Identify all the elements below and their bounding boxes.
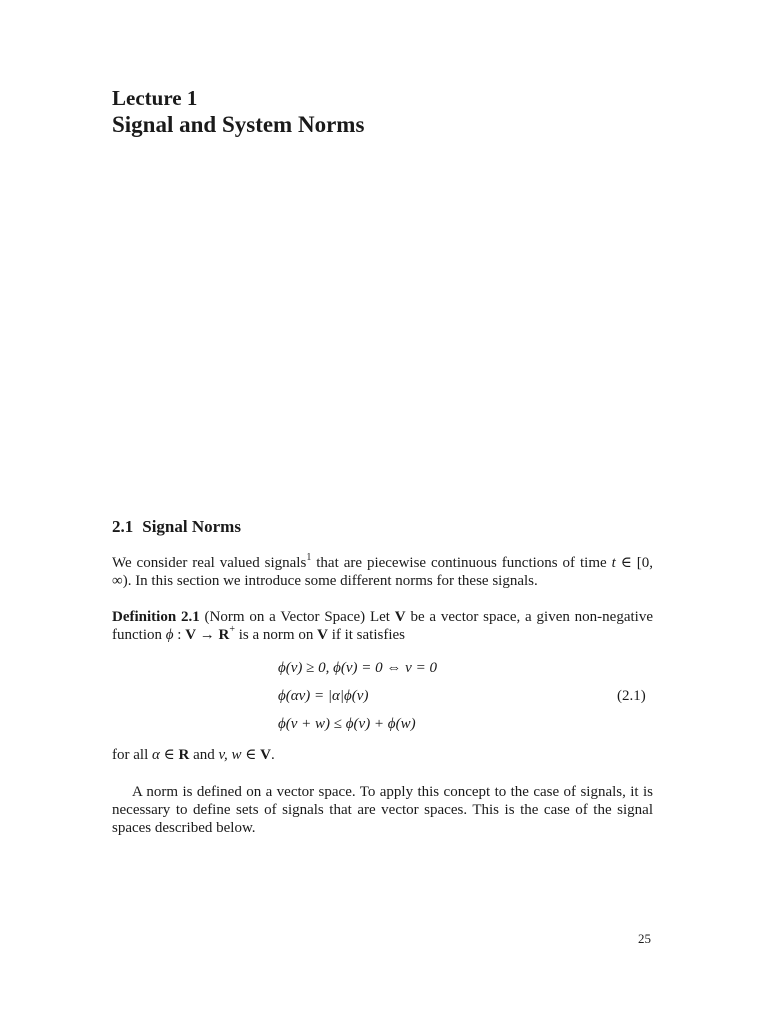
page-number: 25 xyxy=(638,931,651,946)
def-symbol-V: V xyxy=(394,609,406,625)
def-text-5: if it satisfies xyxy=(327,627,406,643)
equation-number: (2.1) xyxy=(617,688,646,704)
time-variable: t xyxy=(611,555,616,571)
section-heading xyxy=(112,516,241,538)
intro-paragraph xyxy=(112,554,653,590)
forall-text-1: for all xyxy=(112,747,152,763)
forall-vw: v, w xyxy=(218,747,242,763)
forall-text-3: and xyxy=(189,747,219,763)
equation-line-3: ϕ(v + w) ≤ ϕ(v) + ϕ(w) xyxy=(278,716,416,732)
forall-paragraph xyxy=(112,746,653,764)
definition-name: (Norm on a Vector Space) xyxy=(199,609,366,625)
def-text-1: Let xyxy=(365,609,395,625)
definition-label: Definition 2.1 xyxy=(112,609,200,625)
def-arrow: → xyxy=(196,627,219,643)
forall-text-4: ∈ xyxy=(241,747,261,763)
forall-alpha: α xyxy=(151,747,160,763)
def-superscript-plus: + xyxy=(229,624,236,635)
norm-paragraph: A norm is defined on a vector space. To apply this concept to the case of signals, it is necessary to define sets of signals that are vector spaces. This is the case of the signal spaces described below. xyxy=(112,784,653,836)
forall-text-5: . xyxy=(271,747,275,763)
footnote-mark[interactable]: 1 xyxy=(306,552,312,563)
intro-text-3: ∈ [0, ∞). In this section we introduce some different norms for these signals. xyxy=(112,555,654,589)
equation-line-2: ϕ(αv) = |α|ϕ(v) xyxy=(278,688,369,704)
def-symbol-V-3: V xyxy=(317,627,328,643)
def-text-3: : xyxy=(173,627,186,643)
section-number: 2.1 xyxy=(112,517,134,536)
def-text-4: is a norm on xyxy=(235,627,318,643)
def-symbol-R: R xyxy=(218,627,230,643)
chapter-title: Signal and System Norms xyxy=(112,112,365,137)
equation-line-1: ϕ(v) ≥ 0, ϕ(v) = 0 ⇔ v = 0 xyxy=(278,660,437,676)
def-symbol-V-2: V xyxy=(185,627,197,643)
definition-paragraph xyxy=(112,608,653,644)
intro-text-1: We consider real valued signals xyxy=(112,555,307,571)
forall-text-2: ∈ xyxy=(159,747,179,763)
forall-symbol-V: V xyxy=(260,747,271,763)
section-title: Signal Norms xyxy=(142,517,241,536)
forall-symbol-R: R xyxy=(178,747,190,763)
intro-text-2: that are piecewise continuous functions of time xyxy=(311,555,612,571)
def-text-2: be a vector space, a given non-negative function xyxy=(112,609,653,643)
def-symbol-phi: ϕ xyxy=(165,627,174,643)
chapter-label: Lecture 1 xyxy=(112,86,198,110)
